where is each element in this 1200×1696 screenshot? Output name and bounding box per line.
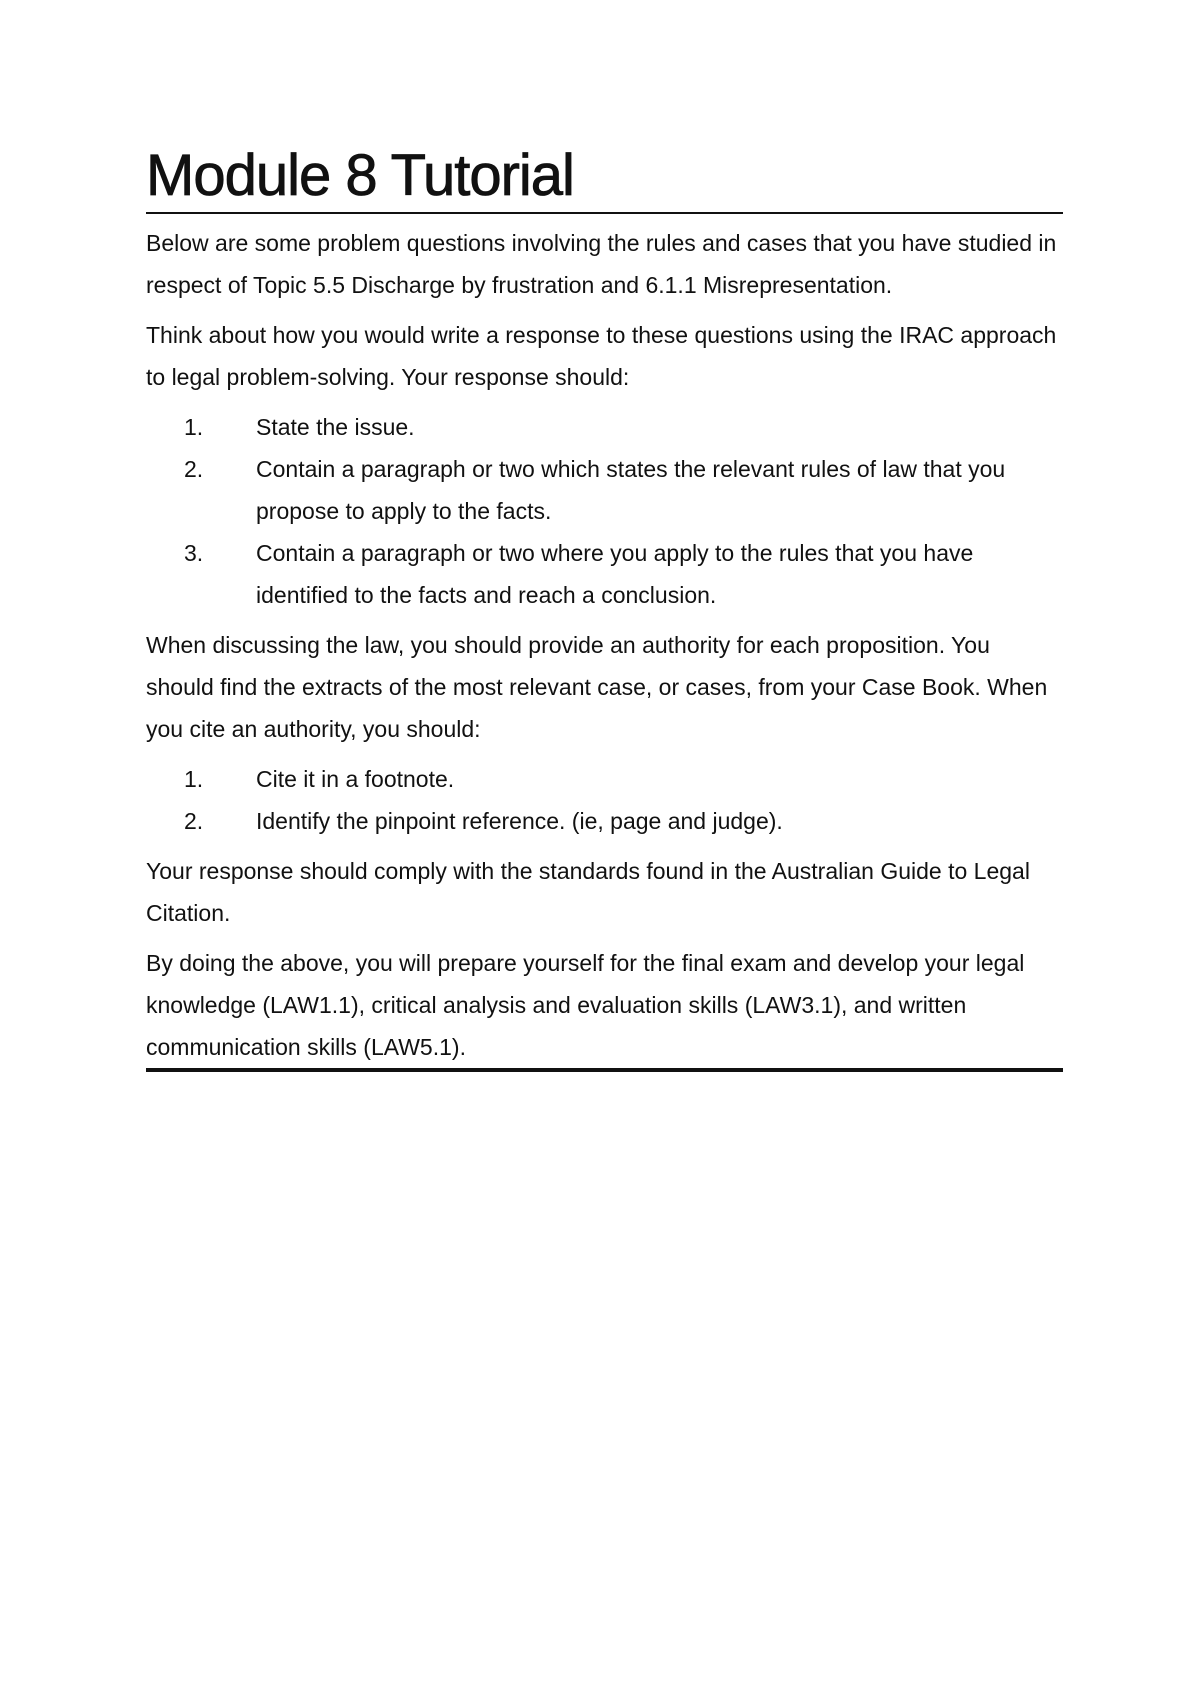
agl-paragraph: Your response should comply with the standards found in the Australian Guide to Legal Citation. xyxy=(146,858,1030,926)
list-item xyxy=(146,448,1063,532)
irac-intro-paragraph: Think about how you would write a response to these questions using the IRAC approach to legal problem-solving. Your response should: xyxy=(146,322,1057,390)
list-text: Contain a paragraph or two which states the relevant rules of law that you propose to apply to the facts. xyxy=(256,456,1006,524)
authority-paragraph: When discussing the law, you should provide an authority for each proposition. You should find the extracts of the most relevant case, or cases, from your Case Book. When you cite an authority, you should: xyxy=(146,632,1048,742)
list-number: 3. xyxy=(184,540,204,566)
list-text: Cite it in a footnote. xyxy=(256,766,455,792)
irac-list xyxy=(146,406,1063,616)
list-item xyxy=(146,800,1063,842)
list-item xyxy=(146,758,1063,800)
intro-paragraph: Below are some problem questions involving the rules and cases that you have studied in respect of Topic 5.5 Discharge by frustration and 6.1.1 Misrepresentation. xyxy=(146,230,1057,298)
document-page xyxy=(146,140,1063,1072)
list-number: 1. xyxy=(184,766,204,792)
closing-paragraph: By doing the above, you will prepare yourself for the final exam and develop your legal knowledge (LAW1.1), critical analysis and evaluation skills (LAW3.1), and written communication skills (LAW5.1). xyxy=(146,942,1063,1072)
list-number: 2. xyxy=(184,456,204,482)
list-item xyxy=(146,406,1063,448)
page-title: Module 8 Tutorial xyxy=(146,140,1063,214)
list-text: Identify the pinpoint reference. (ie, page and judge). xyxy=(256,808,783,834)
citation-list xyxy=(146,758,1063,842)
list-text: Contain a paragraph or two where you apply to the rules that you have identified to the facts and reach a conclusion. xyxy=(256,540,974,608)
list-number: 2. xyxy=(184,808,204,834)
list-item xyxy=(146,532,1063,616)
list-number: 1. xyxy=(184,414,204,440)
list-text: State the issue. xyxy=(256,414,415,440)
